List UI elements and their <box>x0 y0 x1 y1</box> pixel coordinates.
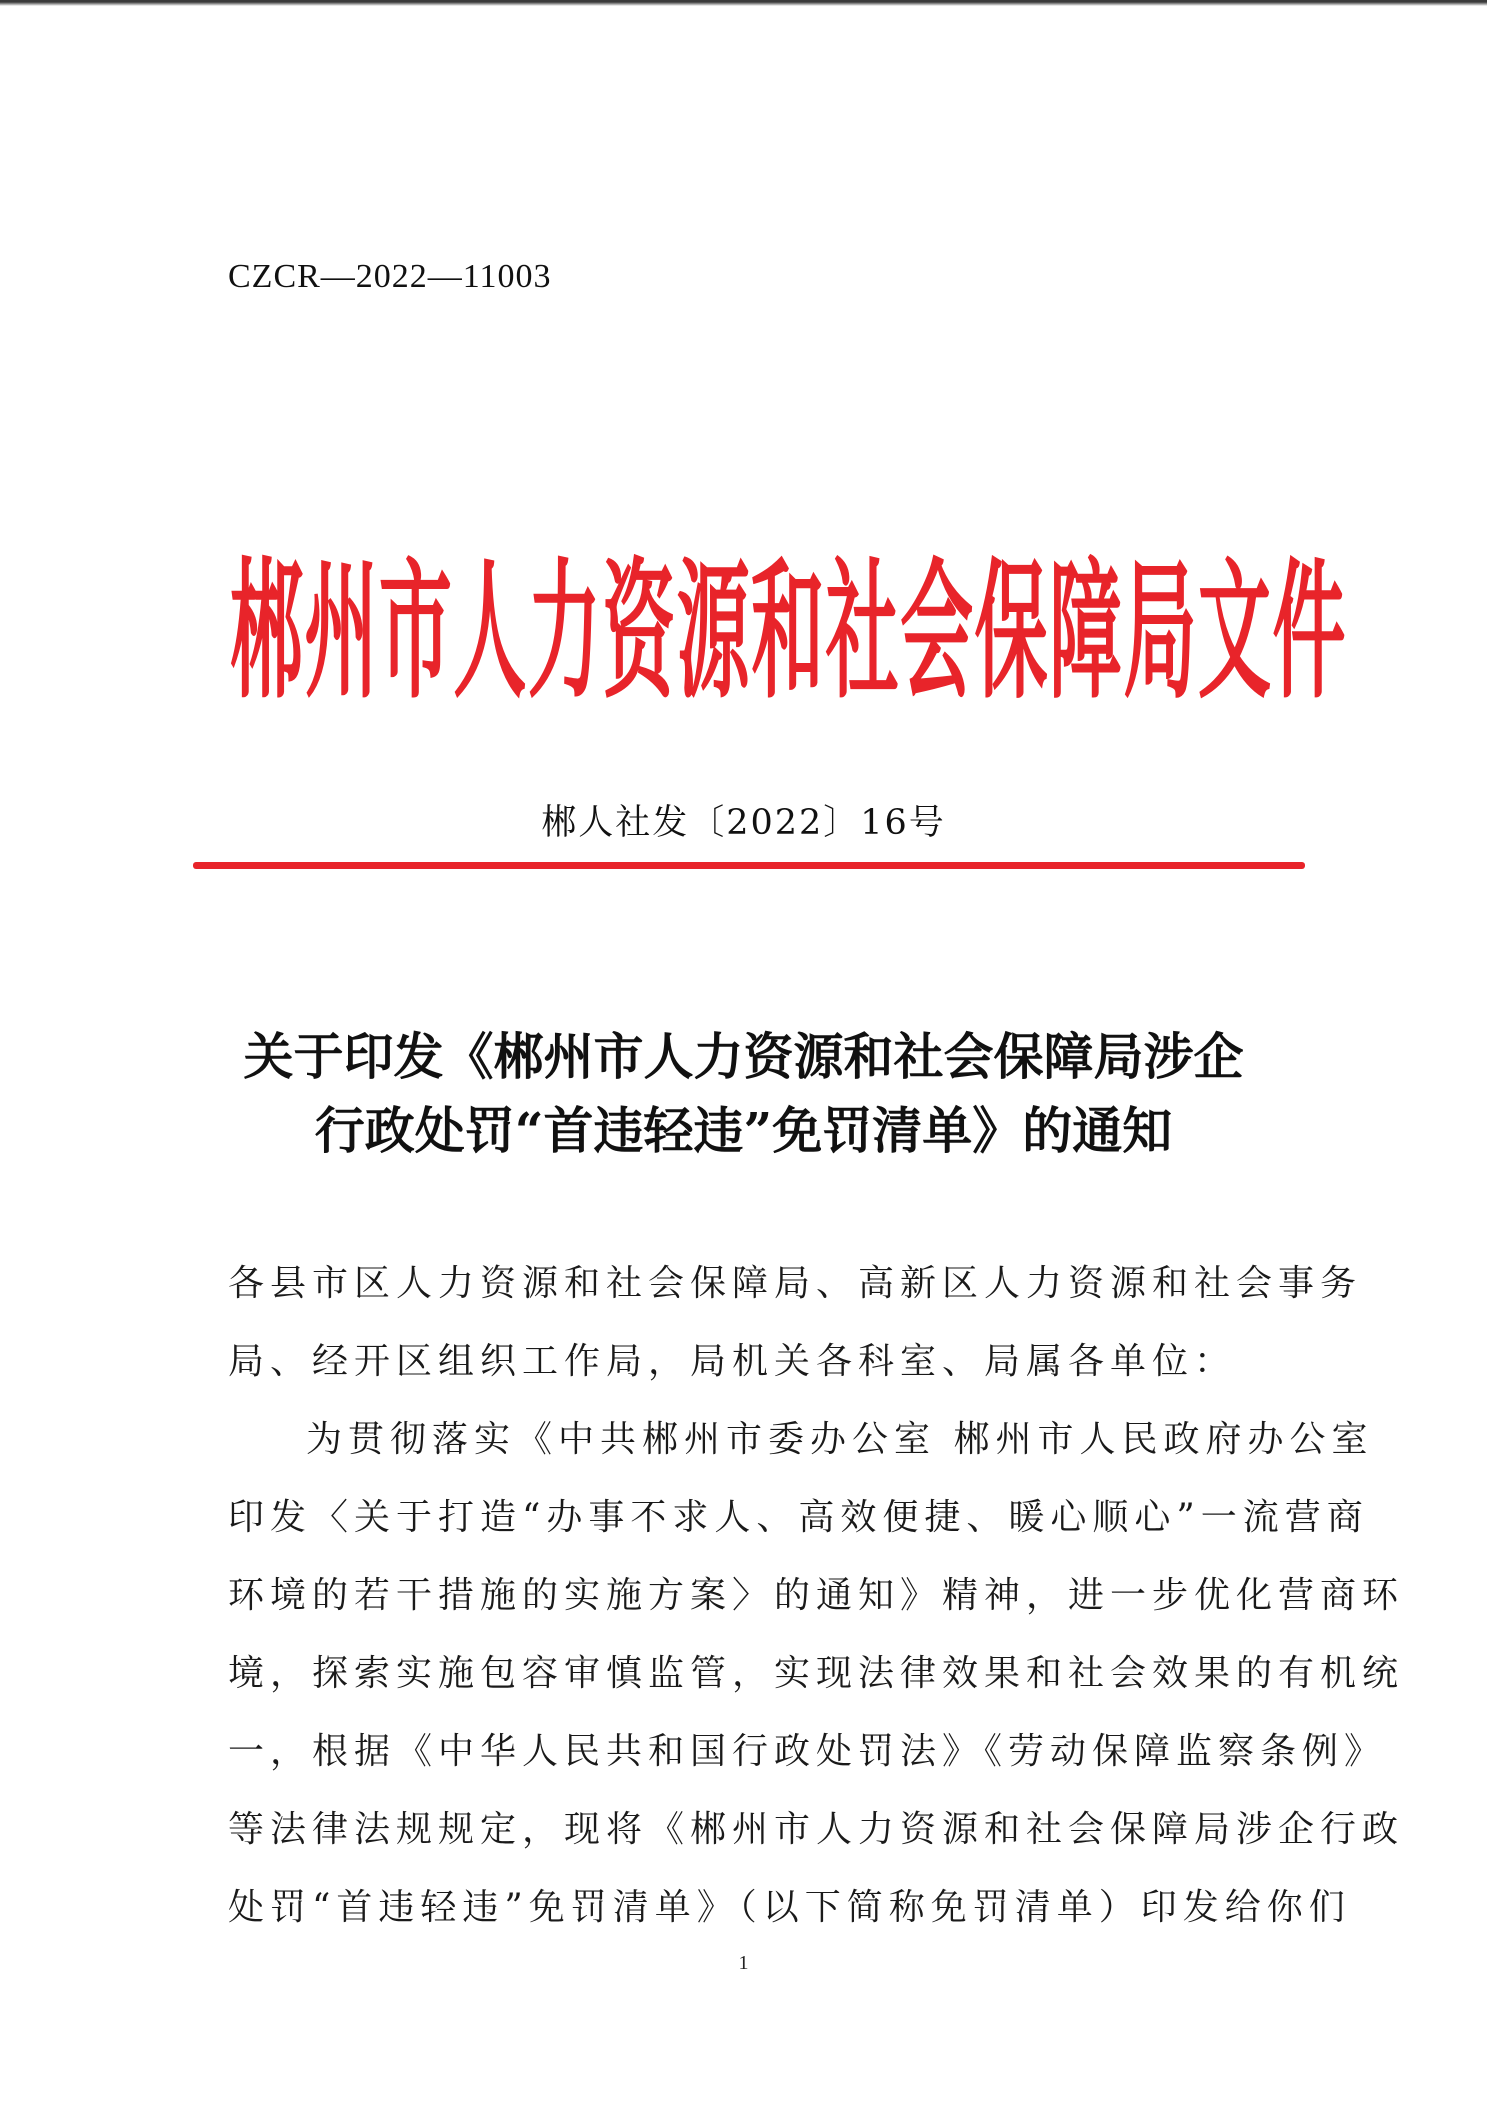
document-number: 郴人社发〔2022〕16号 <box>541 803 946 843</box>
notice-title <box>0 1020 1487 1168</box>
paragraph-line: 为贯彻落实《中共郴州市委办公室 郴州市人民政府办公室 <box>306 1419 1374 1460</box>
document-code: CZCR—2022—11003 <box>228 258 552 295</box>
body-text <box>228 1245 1405 1947</box>
page-number: 1 <box>738 1952 749 1974</box>
paragraph-line: 处罚“首违轻违”免罚清单》（以下简称免罚清单）印发给你们 <box>228 1887 1351 1928</box>
notice-title-line: 关于印发《郴州市人力资源和社会保障局涉企 <box>243 1027 1244 1086</box>
issuer-header: 郴州市人力资源和社会保障局文件 <box>230 544 1347 720</box>
red-separator-line <box>193 862 1305 869</box>
paragraph-line: 环境的若干措施的实施方案〉的通知》精神，进一步优化营商环 <box>228 1575 1405 1616</box>
paragraph-line: 印发〈关于打造“办事不求人、高效便捷、暖心顺心”一流营商 <box>228 1497 1369 1538</box>
notice-title-line: 行政处罚“首违轻违”免罚清单》的通知 <box>314 1101 1173 1160</box>
paragraph-line: 境，探索实施包容审慎监管，实现法律效果和社会效果的有机统 <box>228 1653 1405 1694</box>
addressee-line: 局、经开区组织工作局，局机关各科室、局属各单位： <box>228 1341 1237 1382</box>
paragraph-line: 等法律法规规定，现将《郴州市人力资源和社会保障局涉企行政 <box>228 1809 1405 1850</box>
paragraph-line: 一，根据《中华人民共和国行政处罚法》《劳动保障监察条例》 <box>228 1731 1387 1772</box>
addressee-line: 各县市区人力资源和社会保障局、高新区人力资源和社会事务 <box>228 1263 1363 1304</box>
scan-top-edge <box>0 0 1487 6</box>
